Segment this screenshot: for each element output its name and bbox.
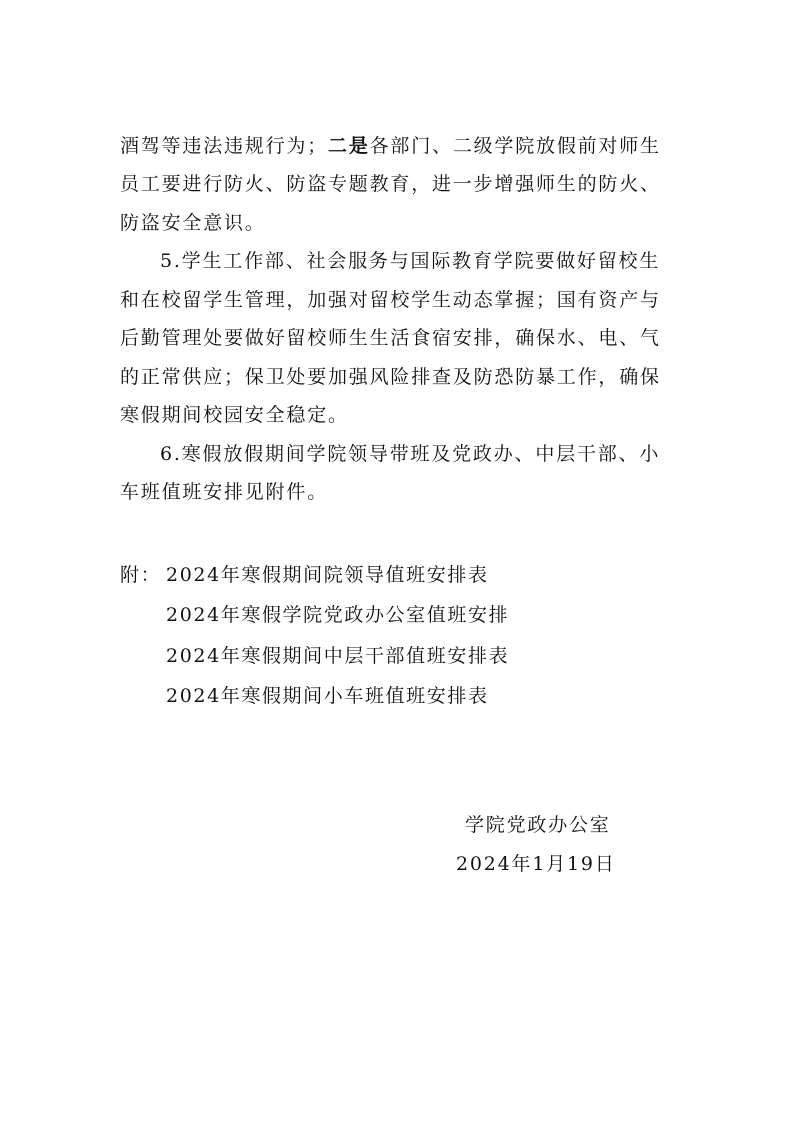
- paragraph-5-line-3: 后勤管理处要做好留校师生生活食宿安排，确保水、电、气: [120, 327, 661, 349]
- attachment-item: 2024年寒假期间小车班值班安排表: [166, 685, 489, 707]
- paragraph-5-line-2: 和在校留学生管理，加强对留校学生动态掌握；国有资产与: [120, 289, 661, 311]
- paragraph-4-line-2: 员工要进行防火、防盗专题教育，进一步增强师生的防火、: [120, 173, 661, 195]
- paragraph-4-emphasis: 二是: [328, 135, 370, 157]
- attachment-label: 附：: [120, 564, 162, 586]
- paragraph-6-line-2: 车班值班安排见附件。: [120, 481, 329, 503]
- signature-office: 学院党政办公室: [465, 814, 611, 836]
- paragraph-4-line-1: [120, 133, 661, 159]
- paragraph-5-line-1: 5.学生工作部、社会服务与国际教育学院要做好留校生: [160, 250, 661, 272]
- paragraph-5-line-5: 寒假期间校园安全稳定。: [120, 404, 349, 426]
- attachment-item: 2024年寒假学院党政办公室值班安排: [166, 604, 510, 626]
- signature-date: 2024年1月19日: [456, 853, 616, 875]
- paragraph-5-line-4: 的正常供应；保卫处要加强风险排查及防恐防暴工作，确保: [120, 366, 661, 388]
- paragraph-4-text-b: 各部门、二级学院放假前对师生: [369, 135, 661, 157]
- attachment-item: 2024年寒假期间中层干部值班安排表: [166, 645, 510, 667]
- paragraph-4-text-a: 酒驾等违法违规行为；: [120, 135, 329, 157]
- paragraph-6-line-1: 6.寒假放假期间学院领导带班及党政办、中层干部、小: [160, 443, 661, 465]
- paragraph-4-line-3: 防盗安全意识。: [120, 212, 266, 234]
- attachment-item: 2024年寒假期间院领导值班安排表: [166, 564, 489, 586]
